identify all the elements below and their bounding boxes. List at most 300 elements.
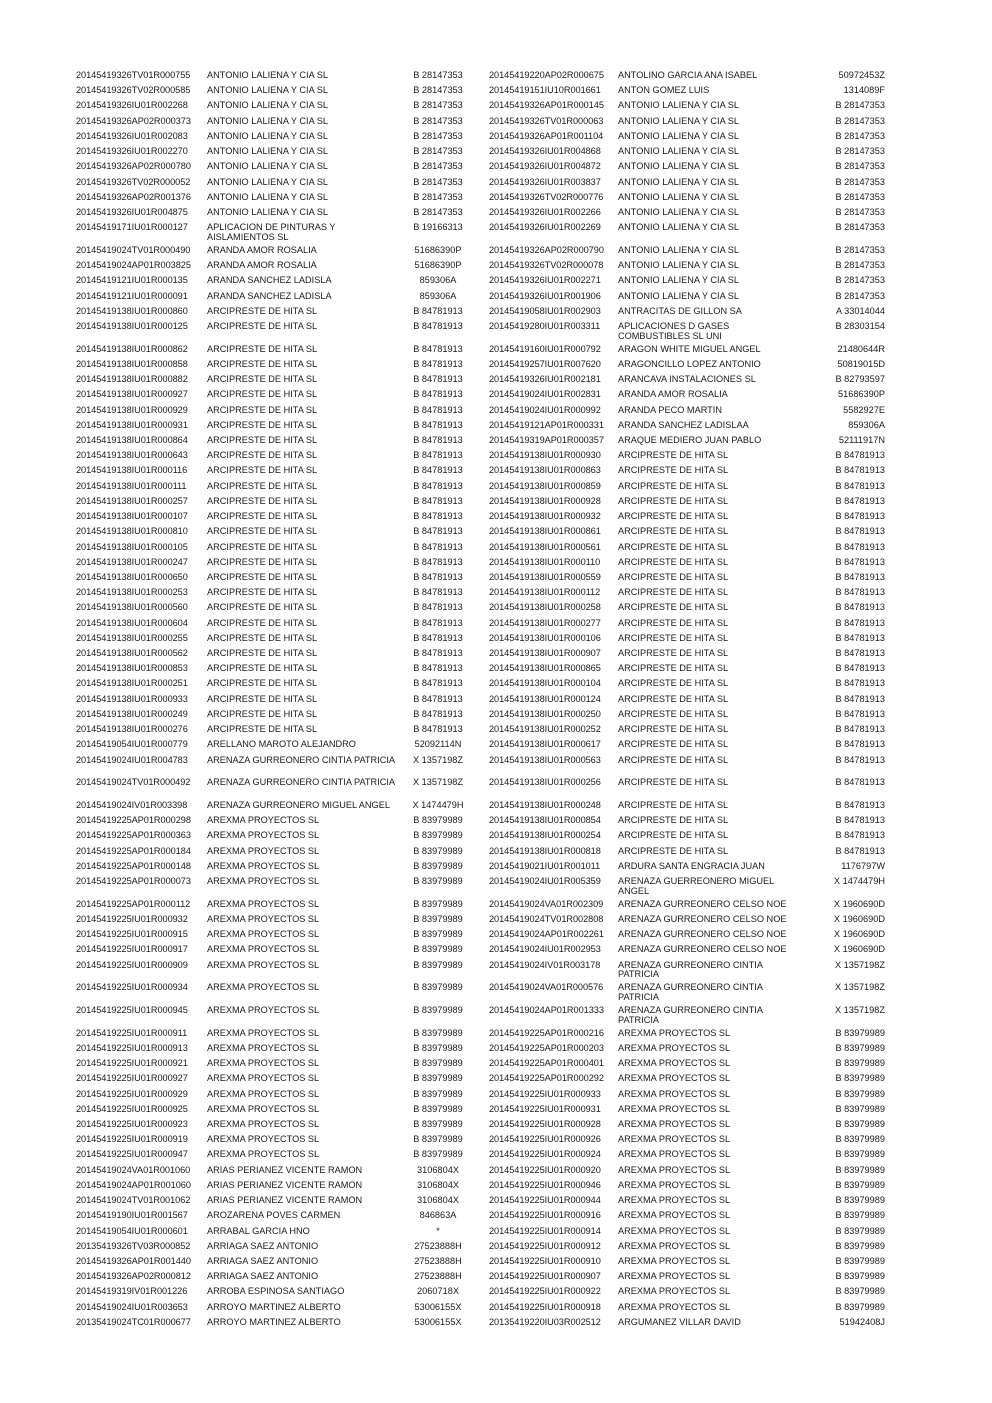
table-row — [76, 193, 476, 208]
taxpayer-name: APLICACIONES D GASES COMBUSTIBLES SL UNI — [618, 321, 730, 341]
tax-id: B 84781913 — [835, 632, 885, 643]
tax-id: B 83979989 — [835, 1271, 885, 1282]
table-row — [489, 1211, 885, 1226]
taxpayer-name: AREXMA PROYECTOS SL — [618, 1196, 731, 1206]
taxpayer-name: AREXMA PROYECTOS SL — [207, 1104, 320, 1114]
record-code: 20145419138IU01R000882 — [76, 374, 188, 385]
taxpayer-name: ARCIPRESTE DE HITA SL — [618, 633, 729, 643]
taxpayer-name: AREXMA PROYECTOS SL — [207, 846, 320, 856]
table-row — [489, 558, 885, 573]
tax-id: B 84781913 — [835, 708, 885, 719]
taxpayer-name: ARCIPRESTE DE HITA SL — [207, 306, 318, 316]
tax-id: B 84781913 — [413, 632, 463, 643]
table-row — [489, 603, 885, 618]
tax-id: B 83979989 — [413, 982, 463, 993]
tax-id: B 84781913 — [413, 724, 463, 735]
table-row — [489, 961, 885, 984]
table-row — [76, 1318, 476, 1333]
tax-id: B 83979989 — [835, 1103, 885, 1114]
tax-id: 1176797W — [841, 860, 885, 871]
record-code: 20145419138IU01R000818 — [489, 845, 601, 856]
taxpayer-name: ANTONIO LALIENA Y CIA SL — [207, 86, 329, 96]
record-code: 20145419225IU01R000910 — [489, 1255, 601, 1266]
record-code: 20145419326TV01R000063 — [489, 115, 604, 126]
taxpayer-name: ARCIPRESTE DE HITA SL — [618, 800, 729, 810]
tax-id: X 1960690D — [833, 898, 885, 909]
table-row — [76, 375, 476, 390]
taxpayer-name: AREXMA PROYECTOS SL — [618, 1272, 731, 1282]
record-code: 20145419138IU01R000617 — [489, 739, 601, 750]
taxpayer-name: ANTONIO LALIENA Y CIA SL — [618, 223, 740, 233]
tax-id: 51942408J — [839, 1316, 885, 1327]
taxpayer-name: ANTOLINO GARCIA ANA ISABEL — [618, 71, 758, 80]
taxpayer-name: AREXMA PROYECTOS SL — [618, 1043, 731, 1053]
record-code: 20145419138IU01R000563 — [489, 754, 601, 765]
taxpayer-name: ARROYO MARTINEZ ALBERTO — [207, 1317, 341, 1327]
tax-id: X 1357198Z — [412, 754, 464, 765]
tax-id: X 1474479H — [412, 799, 464, 810]
table-row — [489, 900, 885, 915]
taxpayer-name: ARCIPRESTE DE HITA SL — [207, 321, 318, 331]
record-code: 20145419326IU01R004872 — [489, 161, 601, 172]
record-code: 20145419225IU01R000915 — [76, 929, 188, 940]
taxpayer-name: ARCIPRESTE DE HITA SL — [618, 725, 729, 735]
taxpayer-name: ARENAZA GUERREONERO MIGUEL ANGEL — [618, 877, 774, 896]
taxpayer-name: ARCIPRESTE DE HITA SL — [207, 542, 318, 552]
table-row — [76, 1242, 476, 1257]
tax-id: B 84781913 — [413, 404, 463, 415]
record-code: 20145419326IU01R001906 — [489, 290, 601, 301]
tax-id: B 28147353 — [835, 275, 885, 286]
table-row — [76, 360, 476, 375]
tax-id: B 28147353 — [835, 176, 885, 187]
tax-id: B 83979989 — [413, 1004, 463, 1015]
table-row — [489, 223, 885, 246]
record-code: 20145419138IU01R000931 — [76, 419, 188, 430]
tax-id: B 83979989 — [835, 1149, 885, 1160]
taxpayer-name: AREXMA PROYECTOS SL — [618, 1226, 731, 1236]
table-row — [76, 1120, 476, 1135]
tax-id: B 28147353 — [835, 244, 885, 255]
tax-id: B 84781913 — [413, 343, 463, 354]
taxpayer-name: AREXMA PROYECTOS SL — [207, 1135, 320, 1145]
taxpayer-name: AREXMA PROYECTOS SL — [207, 816, 320, 826]
record-code: 20145419326AP02R000790 — [489, 244, 604, 255]
table-row — [489, 1044, 885, 1059]
taxpayer-name: ARCIPRESTE DE HITA SL — [618, 572, 729, 582]
taxpayer-name: ARCIPRESTE DE HITA SL — [618, 466, 729, 476]
record-code: 20145419326TV01R000755 — [76, 70, 191, 80]
record-code: 20145419138IU01R000932 — [489, 511, 601, 522]
taxpayer-name: ARCIPRESTE DE HITA SL — [618, 831, 729, 841]
table-row — [489, 1029, 885, 1044]
table-row — [489, 208, 885, 223]
table-row — [76, 634, 476, 649]
tax-id: B 28147353 — [835, 146, 885, 157]
record-code: 20145419138IU01R000604 — [76, 617, 188, 628]
tax-id: B 83979989 — [835, 1118, 885, 1129]
taxpayer-name: ARENAZA GURREONERO CELSO NOE — [618, 945, 787, 955]
table-row — [76, 619, 476, 634]
taxpayer-name: AREXMA PROYECTOS SL — [618, 1028, 731, 1038]
tax-id: 1314089F — [843, 85, 885, 96]
tax-id: B 83979989 — [835, 1301, 885, 1312]
record-code: 20145419054IU01R000779 — [76, 739, 188, 750]
table-row — [76, 1059, 476, 1074]
tax-id: B 83979989 — [413, 830, 463, 841]
record-code: 20145419326IU01R002270 — [76, 146, 188, 157]
record-code: 20145419225AP01R000112 — [76, 898, 191, 909]
tax-id: B 83979989 — [413, 876, 463, 887]
table-row — [76, 1272, 476, 1287]
record-code: 20145419225IU01R000933 — [489, 1088, 601, 1099]
record-code: 20145419024IV01R003398 — [76, 799, 188, 810]
record-code: 20145419138IU01R000124 — [489, 693, 601, 704]
tax-id: B 84781913 — [413, 389, 463, 400]
table-row — [489, 1120, 885, 1135]
tax-id: B 84781913 — [835, 602, 885, 613]
tax-id: 52092114N — [414, 739, 462, 750]
record-code: 20145419138IU01R000853 — [76, 663, 188, 674]
table-row — [76, 246, 476, 261]
record-code: 20145419225IU01R000916 — [489, 1210, 601, 1221]
table-row — [76, 915, 476, 930]
record-code: 20145419326AP01R001104 — [489, 130, 604, 141]
table-row — [76, 1044, 476, 1059]
taxpayer-name: ARANDA PECO MARTIN — [618, 405, 722, 415]
record-code: 20145419326TV02R000585 — [76, 85, 191, 96]
record-code: 20145419024IU01R005359 — [489, 876, 601, 887]
tax-id: 52111917N — [838, 434, 885, 445]
taxpayer-name: ARCIPRESTE DE HITA SL — [207, 512, 318, 522]
tax-id: B 84781913 — [835, 556, 885, 567]
table-row — [489, 1242, 885, 1257]
taxpayer-name: ARROYO MARTINEZ ALBERTO — [207, 1302, 341, 1312]
taxpayer-name: ARCIPRESTE DE HITA SL — [207, 466, 318, 476]
table-row — [489, 695, 885, 710]
taxpayer-name: AREXMA PROYECTOS SL — [618, 1150, 731, 1160]
record-code: 20145419160IU01R000792 — [489, 343, 601, 354]
record-code: 20145419024VA01R000576 — [489, 982, 604, 993]
table-row — [76, 877, 476, 900]
record-code: 20145419225IU01R000913 — [76, 1042, 188, 1053]
tax-id: B 83979989 — [413, 1042, 463, 1053]
tax-id: B 83979989 — [413, 1134, 463, 1145]
record-code: 20145419225AP01R000401 — [489, 1058, 604, 1069]
taxpayer-name: ARENAZA GURREONERO CELSO NOE — [618, 914, 787, 924]
taxpayer-name: ANTONIO LALIENA Y CIA SL — [618, 291, 740, 301]
record-code: 20145419138IU01R000253 — [76, 587, 188, 598]
table-row — [489, 543, 885, 558]
table-row — [489, 147, 885, 162]
taxpayer-name: ARCIPRESTE DE HITA SL — [207, 572, 318, 582]
taxpayer-name: ARANDA SANCHEZ LADISLA — [207, 276, 332, 286]
taxpayer-name: ARCIPRESTE DE HITA SL — [618, 527, 729, 537]
taxpayer-name: ARAGON WHITE MIGUEL ANGEL — [618, 344, 761, 354]
taxpayer-name: ARANDA AMOR ROSALIA — [207, 261, 317, 271]
tax-id: B 28147353 — [413, 115, 463, 126]
taxpayer-name: ANTONIO LALIENA Y CIA SL — [618, 207, 740, 217]
table-row — [489, 945, 885, 960]
table-row — [489, 1150, 885, 1165]
table-row — [76, 649, 476, 664]
table-row — [76, 588, 476, 603]
record-code: 20145419138IU01R000864 — [76, 434, 188, 445]
record-code: 20145419138IU01R000254 — [489, 830, 601, 841]
tax-id: B 28147353 — [413, 70, 463, 80]
table-row — [76, 276, 476, 291]
tax-id: B 83979989 — [413, 1058, 463, 1069]
tax-id: B 82793597 — [835, 374, 885, 385]
taxpayer-name: AREXMA PROYECTOS SL — [618, 1089, 731, 1099]
tax-id: B 83979989 — [835, 1255, 885, 1266]
tax-id: B 84781913 — [835, 799, 885, 810]
taxpayer-name: ARCIPRESTE DE HITA SL — [618, 557, 729, 567]
record-code: 20145419225IU01R000920 — [489, 1164, 601, 1175]
table-row — [489, 390, 885, 405]
tax-id: B 84781913 — [413, 556, 463, 567]
table-row — [489, 1257, 885, 1272]
table-row — [76, 573, 476, 588]
record-code: 20145419225IU01R000907 — [489, 1271, 601, 1282]
table-row — [76, 1029, 476, 1044]
tax-id: 859306A — [848, 419, 885, 430]
tax-id: X 1960690D — [833, 944, 885, 955]
table-row — [489, 375, 885, 390]
taxpayer-name: ARENAZA GURREONERO CINTIA PATRICIA — [618, 960, 763, 980]
record-code: 20145419225IU01R000911 — [76, 1027, 188, 1038]
tax-id: B 84781913 — [413, 320, 463, 331]
table-row — [76, 695, 476, 710]
record-code: 20145419225IU01R000926 — [489, 1134, 601, 1145]
table-row — [489, 1287, 885, 1302]
table-row — [489, 466, 885, 481]
taxpayer-name: AREXMA PROYECTOS SL — [618, 1180, 731, 1190]
table-row — [489, 101, 885, 116]
taxpayer-name: ARRIAGA SAEZ ANTONIO — [207, 1241, 319, 1251]
taxpayer-name: ANTONIO LALIENA Y CIA SL — [618, 177, 740, 187]
table-row — [76, 816, 476, 831]
record-code: 20145419280IU01R003311 — [489, 320, 601, 331]
table-row — [76, 1150, 476, 1165]
tax-id: B 84781913 — [835, 678, 885, 689]
tax-id: B 28147353 — [413, 130, 463, 141]
tax-id: B 84781913 — [835, 777, 885, 788]
tax-id: X 1357198Z — [834, 982, 885, 993]
table-row — [489, 162, 885, 177]
table-row — [76, 292, 476, 307]
tax-id: 27523888H — [414, 1255, 462, 1266]
record-code: 20145419225AP01R000073 — [76, 876, 191, 887]
taxpayer-name: ARCIPRESTE DE HITA SL — [618, 603, 729, 613]
record-code: 20145419138IU01R000251 — [76, 678, 188, 689]
taxpayer-name: ARANDA AMOR ROSALIA — [207, 245, 317, 255]
tax-id: B 84781913 — [413, 419, 463, 430]
record-code: 20145419138IU01R000650 — [76, 571, 188, 582]
taxpayer-name: ANTONIO LALIENA Y CIA SL — [207, 147, 329, 157]
tax-id: 51686390P — [414, 260, 462, 271]
table-row — [489, 1059, 885, 1074]
taxpayer-name: ARCIPRESTE DE HITA SL — [618, 679, 729, 689]
taxpayer-name: ARCIPRESTE DE HITA SL — [207, 709, 318, 719]
table-row — [489, 588, 885, 603]
record-code: 20145419138IU01R000861 — [489, 526, 601, 537]
record-code: 20145419138IU01R000930 — [489, 450, 601, 461]
taxpayer-name: AREXMA PROYECTOS SL — [207, 930, 320, 940]
tax-id: 50819015D — [837, 358, 885, 369]
table-row — [489, 1196, 885, 1211]
record-code: 20145419151IU10R001661 — [489, 85, 601, 96]
taxpayer-name: ARRABAL GARCIA HNO — [207, 1226, 310, 1236]
record-code: 20145419138IU01R000249 — [76, 708, 188, 719]
record-code: 20145419138IU01R000248 — [489, 799, 601, 810]
taxpayer-name: ARIAS PERIAÑEZ VICENTE RAMON — [207, 1180, 363, 1190]
record-code: 20145419138IU01R000863 — [489, 465, 601, 476]
taxpayer-name: ARANDA SANCHEZ LADISLA — [207, 291, 332, 301]
record-code: 20145419225IU01R000929 — [76, 1088, 188, 1099]
taxpayer-name: ANTONIO LALIENA Y CIA SL — [207, 162, 329, 172]
tax-id: 5582927E — [843, 404, 885, 415]
record-code: 20145419138IU01R000907 — [489, 648, 601, 659]
taxpayer-name: ARCIPRESTE DE HITA SL — [207, 435, 318, 445]
tax-id: B 84781913 — [413, 587, 463, 598]
taxpayer-name: ARIAS PERIAÑEZ VICENTE RAMON — [207, 1165, 363, 1175]
record-code: 20145419225IU01R000931 — [489, 1103, 601, 1114]
taxpayer-name: ANTONIO LALIENA Y CIA SL — [618, 116, 740, 126]
record-code: 20145419138IU01R000110 — [489, 556, 601, 567]
record-code: 20145419138IU01R000810 — [76, 526, 188, 537]
taxpayer-name: ARCIPRESTE DE HITA SL — [207, 633, 318, 643]
tax-id: B 83979989 — [835, 1179, 885, 1190]
tax-id: 53006155X — [414, 1301, 462, 1312]
taxpayer-name: AREXMA PROYECTOS SL — [207, 1005, 320, 1015]
taxpayer-name: ARRIAGA SAEZ ANTONIO — [207, 1272, 319, 1282]
taxpayer-name: ARCIPRESTE DE HITA SL — [207, 649, 318, 659]
taxpayer-name: ARIAS PERIAÑEZ VICENTE RAMON — [207, 1196, 363, 1206]
table-row — [76, 725, 476, 740]
taxpayer-name: ARCIPRESTE DE HITA SL — [618, 778, 729, 788]
record-code: 20145419138IU01R000104 — [489, 678, 601, 689]
tax-id: B 84781913 — [835, 526, 885, 537]
tax-id: B 83979989 — [835, 1210, 885, 1221]
taxpayer-name: AREXMA PROYECTOS SL — [207, 831, 320, 841]
tax-id: B 84781913 — [413, 693, 463, 704]
table-row — [489, 831, 885, 846]
taxpayer-name: ARCIPRESTE DE HITA SL — [207, 375, 318, 385]
table-row — [76, 740, 476, 755]
table-row — [489, 930, 885, 945]
table-row — [76, 71, 476, 86]
record-code: 20135419024TC01R000677 — [76, 1316, 191, 1327]
record-code: 20145419326AP02R000780 — [76, 161, 191, 172]
taxpayer-name: ARAGONCILLO LOPEZ ANTONIO — [618, 359, 761, 369]
table-row — [76, 983, 476, 1006]
taxpayer-name: ARENAZA GURREONERO CINTIA PATRICIA — [618, 983, 763, 1002]
table-row — [489, 497, 885, 512]
record-code: 20145419225IU01R000932 — [76, 913, 188, 924]
record-code: 20145419326TV02R000052 — [76, 176, 191, 187]
tax-id: B 84781913 — [835, 465, 885, 476]
record-code: 20145419220AP02R000675 — [489, 70, 604, 80]
record-code: 20145419138IU01R000276 — [76, 724, 188, 735]
tax-id: B 84781913 — [413, 450, 463, 461]
table-row — [489, 778, 885, 801]
record-code: 20145419225IU01R000944 — [489, 1195, 601, 1206]
taxpayer-name: AREXMA PROYECTOS SL — [618, 1165, 731, 1175]
table-row — [489, 1074, 885, 1089]
table-row — [489, 360, 885, 375]
taxpayer-name: ARCIPRESTE DE HITA SL — [618, 588, 729, 598]
tax-id: B 84781913 — [413, 648, 463, 659]
table-row — [76, 322, 476, 345]
record-code: 20145419138IU01R000859 — [489, 480, 601, 491]
record-code: 20145419326IU01R002268 — [76, 100, 188, 111]
record-code: 20145419326IU01R002269 — [489, 222, 601, 233]
record-code: 20145419138IU01R000116 — [76, 465, 188, 476]
record-code: 20145419058IU01R002903 — [489, 305, 601, 316]
tax-id: B 83979989 — [413, 1073, 463, 1084]
record-code: 20145419024IU01R004783 — [76, 754, 188, 765]
record-code: 20145419138IU01R000560 — [76, 602, 188, 613]
tax-id: B 83979989 — [835, 1058, 885, 1069]
taxpayer-name: AREXMA PROYECTOS SL — [207, 1150, 320, 1160]
record-code: 20145419225AP01R000216 — [489, 1027, 604, 1038]
record-code: 20145419326AP02R001376 — [76, 191, 191, 202]
table-row — [76, 482, 476, 497]
tax-id: B 83979989 — [413, 1027, 463, 1038]
record-code: 20145419225IU01R000912 — [489, 1240, 601, 1251]
tax-id: B 84781913 — [413, 511, 463, 522]
taxpayer-name: AREXMA PROYECTOS SL — [618, 1059, 731, 1069]
record-code: 20145419190IU01R001567 — [76, 1210, 188, 1221]
tax-id: X 1474479H — [833, 876, 885, 887]
table-row — [489, 1090, 885, 1105]
taxpayer-name: ARCIPRESTE DE HITA SL — [618, 816, 729, 826]
tax-id: B 84781913 — [413, 374, 463, 385]
table-row — [76, 162, 476, 177]
record-code: 20145419024TV01R000492 — [76, 777, 191, 788]
tax-id: B 84781913 — [413, 541, 463, 552]
taxpayer-name: ARDURA SANTA ENGRACIA JUAN — [618, 861, 765, 871]
taxpayer-name: ARANDA AMOR ROSALIA — [618, 390, 728, 400]
record-code: 20145419225AP01R000298 — [76, 815, 191, 826]
table-row — [489, 1181, 885, 1196]
record-code: 20145419138IU01R000559 — [489, 571, 601, 582]
table-row — [489, 847, 885, 862]
record-code: 20145419171IU01R000127 — [76, 222, 188, 233]
table-row — [489, 406, 885, 421]
record-code: 20145419138IU01R000252 — [489, 724, 601, 735]
record-code: 20145419326AP01R000145 — [489, 100, 604, 111]
table-row — [76, 831, 476, 846]
record-code: 20145419138IU01R000255 — [76, 632, 188, 643]
table-row — [76, 1135, 476, 1150]
tax-id: B 84781913 — [835, 648, 885, 659]
taxpayer-name: AREXMA PROYECTOS SL — [618, 1256, 731, 1266]
taxpayer-name: ARCIPRESTE DE HITA SL — [618, 709, 729, 719]
record-code: 20145419138IU01R000107 — [76, 511, 188, 522]
record-code: 20145419225IU01R000945 — [76, 1004, 188, 1015]
taxpayer-name: ARELLANO MAROTO ALEJANDRO — [207, 740, 356, 750]
taxpayer-name: ARCIPRESTE DE HITA SL — [207, 679, 318, 689]
table-row — [489, 634, 885, 649]
record-code: 20145419225IU01R000927 — [76, 1073, 188, 1084]
table-row — [489, 1135, 885, 1150]
tax-id: B 83979989 — [835, 1286, 885, 1297]
record-code: 20145419138IU01R000106 — [489, 632, 601, 643]
taxpayer-name: ARCIPRESTE DE HITA SL — [618, 846, 729, 856]
record-code: 20145419225IU01R000946 — [489, 1179, 601, 1190]
